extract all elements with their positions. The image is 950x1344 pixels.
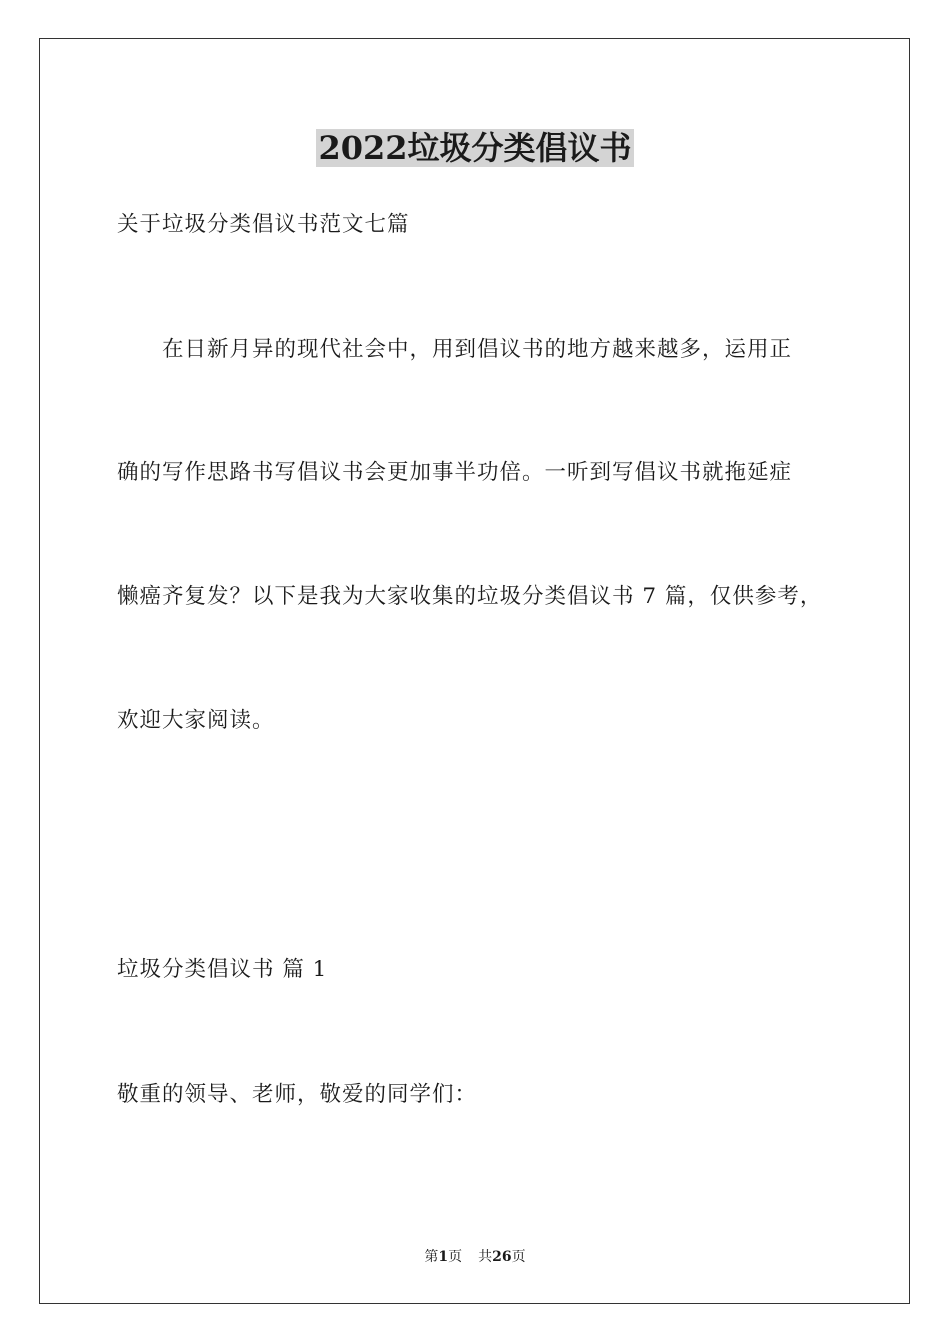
intro-line-4: 欢迎大家阅读。: [117, 708, 275, 733]
page-footer: [0, 1247, 950, 1267]
salutation: 敬重的领导、老师，敬爱的同学们：: [117, 1082, 478, 1107]
total-suffix: 页: [511, 1249, 526, 1265]
section-heading: 垃圾分类倡议书 篇 1: [117, 957, 328, 982]
intro-line-2: 确的写作思路书写倡议书会更加事半功倍。一听到写倡议书就拖延症: [117, 460, 793, 485]
page-total: 26: [492, 1249, 512, 1265]
intro-line-3: 懒癌齐复发？以下是我为大家收集的垃圾分类倡议书 7 篇，仅供参考，: [117, 584, 823, 609]
page-suffix: 页: [448, 1249, 463, 1265]
document-title-text: 2022垃圾分类倡议书: [318, 129, 632, 167]
document-title: [0, 126, 950, 170]
page-current: 1: [438, 1249, 449, 1265]
page-prefix: 第: [424, 1249, 439, 1265]
document-subtitle: 关于垃圾分类倡议书范文七篇: [117, 212, 410, 237]
intro-line-1: 在日新月异的现代社会中，用到倡议书的地方越来越多，运用正: [117, 337, 793, 362]
total-prefix: 共: [478, 1249, 493, 1265]
